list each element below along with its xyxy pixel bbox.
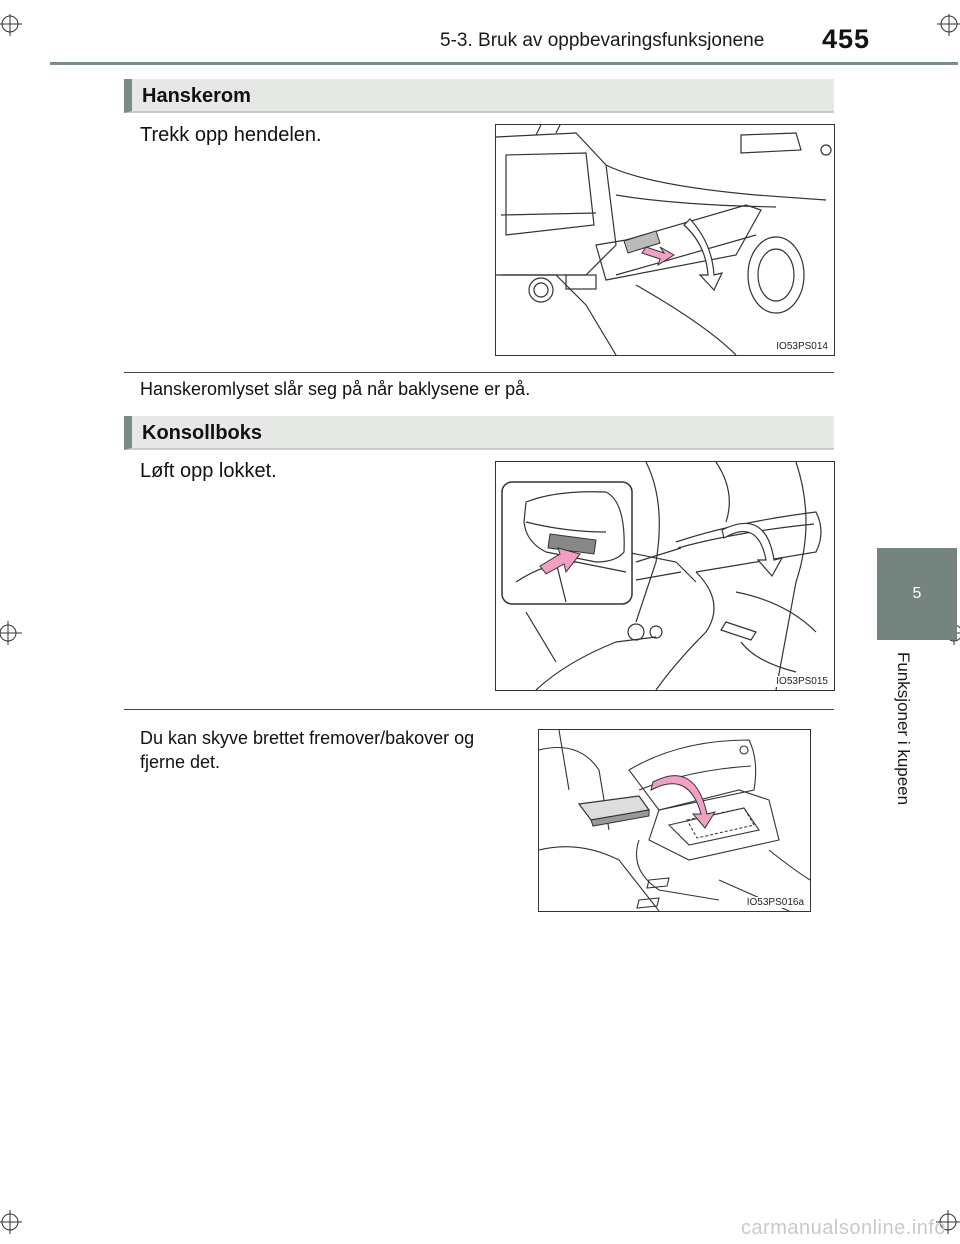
console-note-divider	[124, 709, 834, 710]
figure-id-glovebox: IO53PS014	[776, 341, 828, 352]
figure-id-console-tray: IO53PS016a	[746, 897, 804, 908]
section-heading-glovebox: Hanskerom	[124, 79, 834, 113]
glovebox-note-divider	[124, 372, 834, 373]
page-number: 455	[822, 24, 871, 54]
chapter-title-text: Funksjoner i kupeen	[894, 652, 913, 806]
registration-mark-top-right-icon	[935, 14, 960, 48]
console-tray-note-line-2: fjerne det.	[140, 752, 221, 772]
figure-id-console-box: IO53PS015	[776, 676, 828, 687]
watermark-text: carmanualsonline.info	[740, 1217, 946, 1239]
registration-mark-bottom-left-icon	[0, 1200, 34, 1234]
header-divider	[50, 62, 958, 65]
chapter-title-vertical	[893, 652, 913, 832]
chapter-tab: 5	[877, 548, 957, 640]
registration-mark-mid-left-icon	[0, 616, 34, 650]
glovebox-instruction: Trekk opp hendelen.	[140, 124, 322, 146]
console-tray-note-line-1: Du kan skyve brettet fremover/bakover og	[140, 728, 475, 748]
glovebox-illustration	[495, 124, 835, 356]
glovebox-note: Hanskeromlyset slår seg på når baklysene er på.	[140, 379, 531, 399]
registration-mark-top-left-icon	[0, 14, 34, 48]
console-box-illustration	[495, 461, 835, 691]
glovebox-drawing	[496, 125, 834, 355]
console-tray-illustration	[538, 729, 811, 912]
running-header-section-title: 5-3. Bruk av oppbevaringsfunksjonene	[440, 30, 765, 51]
console-box-drawing	[496, 462, 834, 690]
console-box-instruction: Løft opp lokket.	[140, 460, 277, 482]
console-tray-drawing	[539, 730, 810, 911]
section-heading-console-box: Konsollboks	[124, 416, 834, 450]
